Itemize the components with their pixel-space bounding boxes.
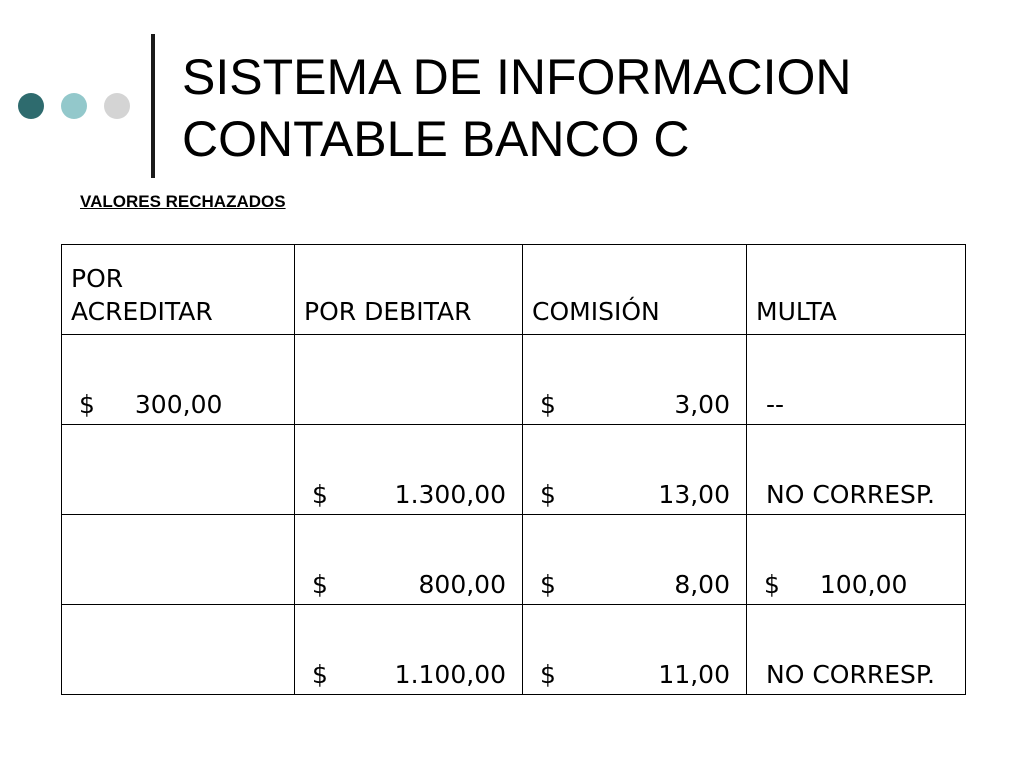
table-row: [62, 335, 966, 425]
cell-por-acreditar: [62, 335, 295, 425]
cell-multa: [747, 605, 966, 695]
table-row: [62, 515, 966, 605]
multa-text: NO CORRESP.: [766, 480, 935, 509]
title-accent-line: [151, 34, 155, 178]
currency-symbol: $: [312, 570, 328, 599]
amount: 13,00: [658, 480, 730, 509]
cell-comision: [523, 605, 747, 695]
cell-comision: [523, 515, 747, 605]
rejected-values-table: [61, 244, 966, 695]
header-por-debitar: POR DEBITAR: [295, 245, 523, 335]
table-row: [62, 605, 966, 695]
currency-symbol: $: [540, 570, 556, 599]
header-multa: MULTA: [747, 245, 966, 335]
header-por-acreditar-line1: POR: [71, 264, 124, 293]
cell-multa: [747, 335, 966, 425]
header-por-acreditar: [62, 245, 295, 335]
cell-por-acreditar: [62, 605, 295, 695]
amount: 100,00: [819, 570, 908, 599]
amount: 3,00: [674, 390, 730, 419]
cell-comision: [523, 425, 747, 515]
currency-symbol: $: [540, 660, 556, 689]
page-title: [182, 46, 1002, 170]
cell-por-debitar: [295, 425, 523, 515]
amount: 11,00: [658, 660, 730, 689]
grey-dot-icon: [104, 93, 130, 119]
currency-symbol: $: [540, 390, 556, 419]
header-por-acreditar-line2: ACREDITAR: [71, 297, 213, 326]
header-comision: COMISIÓN: [523, 245, 747, 335]
cell-multa: [747, 425, 966, 515]
light-teal-dot-icon: [61, 93, 87, 119]
currency-symbol: $: [540, 480, 556, 509]
currency-symbol: $: [79, 390, 95, 419]
amount: 800,00: [418, 570, 506, 599]
amount: 300,00: [134, 390, 223, 419]
multa-text: --: [766, 390, 785, 419]
cell-por-acreditar: [62, 425, 295, 515]
cell-multa: [747, 515, 966, 605]
currency-symbol: $: [312, 480, 328, 509]
currency-symbol: $: [312, 660, 328, 689]
amount: 8,00: [674, 570, 730, 599]
table-header-row: [62, 245, 966, 335]
title-line-2: CONTABLE BANCO C: [182, 111, 690, 167]
amount: 1.100,00: [394, 660, 506, 689]
multa-text: NO CORRESP.: [766, 660, 935, 689]
cell-por-debitar: [295, 605, 523, 695]
cell-por-acreditar: [62, 515, 295, 605]
cell-comision: [523, 335, 747, 425]
currency-symbol: $: [764, 570, 780, 599]
dark-teal-dot-icon: [18, 93, 44, 119]
table-row: [62, 425, 966, 515]
decorative-dots: [18, 93, 138, 121]
amount: 1.300,00: [394, 480, 506, 509]
section-subtitle: VALORES RECHAZADOS: [80, 192, 286, 211]
title-line-1: SISTEMA DE INFORMACION: [182, 49, 852, 105]
cell-por-debitar: [295, 335, 523, 425]
cell-por-debitar: [295, 515, 523, 605]
